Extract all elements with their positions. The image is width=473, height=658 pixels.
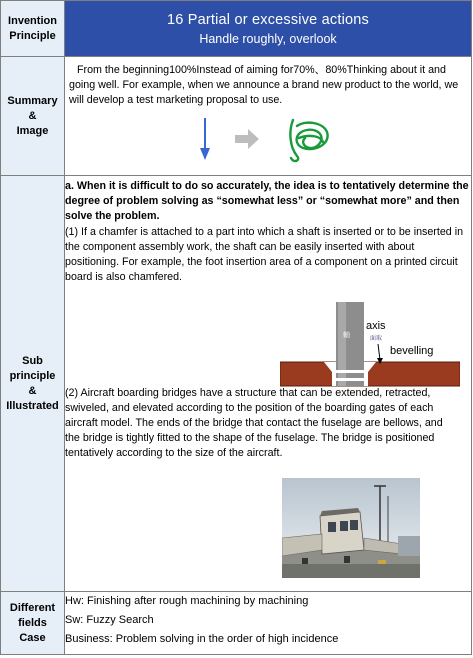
principle-title: 16 Partial or excessive actions xyxy=(166,11,370,28)
label-line: principle xyxy=(9,369,56,382)
right-arrow-icon xyxy=(235,129,259,149)
label-line: Different xyxy=(9,601,56,614)
label-line: Summary xyxy=(7,94,58,107)
pointer-line xyxy=(378,344,380,360)
sw-case: Sw: Fuzzy Search xyxy=(65,614,154,626)
summary-cell xyxy=(65,57,472,176)
chamfer-illustration xyxy=(280,300,460,395)
shaft-mark: 軸 xyxy=(343,331,350,339)
label-line: & xyxy=(28,384,37,397)
label-line: Invention xyxy=(8,14,57,27)
label-line: Principle xyxy=(9,29,56,42)
summary-row xyxy=(1,57,472,176)
sub-principle-heading: a. When it is difficult to do so accurately, the idea is to tentatively determine the degree of problem solving as “somewhat less” or “somewhat more” and then solve the problem. xyxy=(65,180,469,222)
different-fields-label xyxy=(1,592,65,655)
principle-header xyxy=(65,1,472,57)
label-line: Image xyxy=(16,124,49,137)
hw-case: Hw: Finishing after rough machining by machining xyxy=(65,595,309,607)
boarding-bridge-photo xyxy=(282,478,420,578)
header-row xyxy=(1,1,472,57)
principle-subtitle: Handle roughly, overlook xyxy=(199,31,337,46)
scribble-icon xyxy=(290,120,327,161)
summary-illustration xyxy=(65,108,473,168)
label-line: & xyxy=(28,109,37,122)
sub-principle-label xyxy=(1,176,65,592)
label-line: Illustrated xyxy=(6,399,59,412)
summary-text: From the beginning100%Instead of aiming for70%、80%Thinking about it and going well. For example, when we announce a brand new product to the world, we will develop a test marketing proposal to use. xyxy=(69,64,459,106)
axis-label: axis xyxy=(366,320,386,332)
label-line: fields xyxy=(18,616,47,629)
fields-cell xyxy=(65,592,472,655)
invention-principle-label xyxy=(1,1,65,57)
bridge-cab xyxy=(320,512,364,554)
down-arrow-icon xyxy=(200,118,210,160)
bevelling-label: bevelling xyxy=(390,345,434,357)
example-2-text: (2) Aircraft boarding bridges have a structure that can be extended, retracted, swiveled, and elevated according to the position of the boarding gates of each aircraft model. The ends of the bridge that contact the fuselage are bellows, and the bridge is tightly fitted to the shape of the fuselage. The bridge is positioned tentatively according to the size of the aircraft. xyxy=(65,387,443,459)
label-line: Sub xyxy=(22,354,43,367)
fields-row xyxy=(1,592,472,655)
summary-images xyxy=(65,108,471,168)
example-1-text: (1) If a chamfer is attached to a part into which a shaft is inserted or to be inserted in the component assembly work, the shaft can be easily inserted with about positioning. For example, the foot insertion area of a component on a printed circuit board is also chamfered. xyxy=(65,226,464,283)
chamfer-mark: 面取 xyxy=(370,335,383,342)
business-case: Business: Problem solving in the order of high incidence xyxy=(65,633,339,645)
summary-label xyxy=(1,57,65,176)
label-line: Case xyxy=(19,631,46,644)
